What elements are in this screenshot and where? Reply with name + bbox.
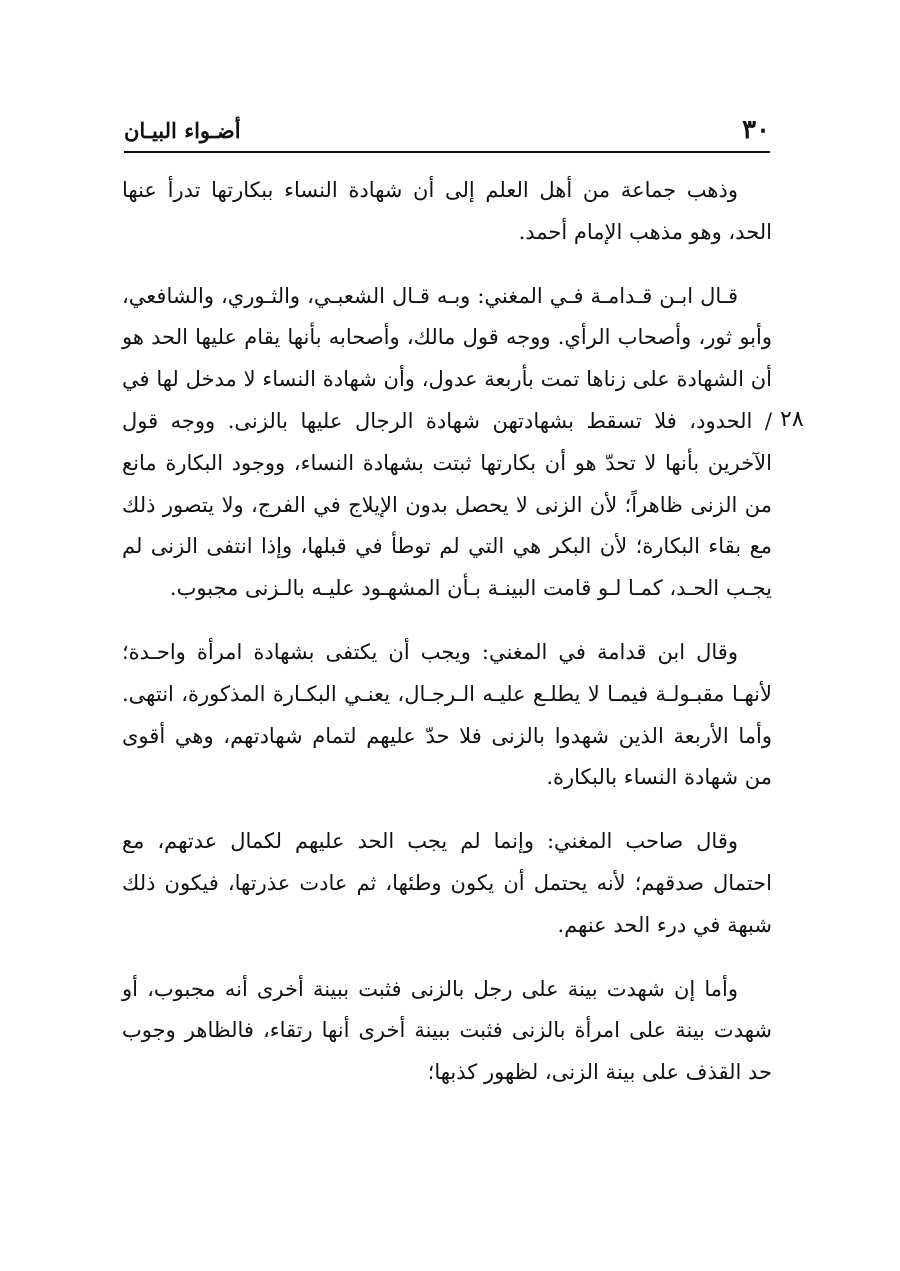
paragraph-5: وأما إن شهدت بينة على رجل بالزنى فثبت ببينة أخرى أنه مجبوب، أو شهدت بينة على امرأة بالزنى فثبت ببينة أخرى أنها رتقاء، فالظاهر وجوب حد القذف على بينة الزنى، لظهور كذبها؛ [122, 976, 772, 1085]
page-number: ٣٠ [742, 115, 770, 145]
margin-page-marker: ٢٨ [780, 407, 804, 432]
paragraph-1: وذهب جماعة من أهل العلم إلى أن شهادة النساء ببكارتها تدرأ عنها الحد، وهو مذهب الإمام أحمد. [122, 178, 772, 244]
body-text [122, 170, 772, 1108]
paragraph-2: قـال ابـن قـدامـة فـي المغني: وبـه قـال الشعبـي، والثـوري، والشافعي، وأبو ثور، وأصحاب الرأي. ووجه قول مالك، وأصحابه بأنها يقام عليها الحد هو أن الشهادة على زناها تمت بأربعة عدول، وأن شهادة النساء لا مدخل لها في / الحدود، فلا تسقط بشهادتهن شهادة الرجال عليها بالزنى. ووجه قول الآخرين بأنها لا تحدّ هو أن بكارتها ثبتت بشهادة النساء، ووجود البكارة مانع من الزنى ظاهراً؛ لأن الزنى لا يحصل بدون الإيلاج في الفرج، ولا يتصور ذلك مع بقاء البكارة؛ لأن البكر هي التي لم توطأ في قبلها، وإذا انتفى الزنى لم يجـب الحـد، كمـا لـو قامت البينـة بـأن المشهـود عليـه بالـزنى مجبوب. [122, 283, 772, 601]
running-title: أضـواء البيـان [124, 118, 241, 143]
page-header [124, 112, 770, 148]
header-rule [124, 151, 770, 153]
paragraph-3: وقال ابن قدامة في المغني: ويجب أن يكتفى بشهادة امرأة واحـدة؛ لأنهـا مقبـولـة فيمـا لا يطلـع عليـه الـرجـال، يعنـي البكـارة المذكورة، انتهى. وأما الأربعة الذين شهدوا بالزنى فلا حدّ عليهم لتمام شهادتهم، وهي أقوى من شهادة النساء بالبكارة. [122, 639, 772, 790]
paragraph-4: وقال صاحب المغني: وإنما لم يجب الحد عليهم لكمال عدتهم، مع احتمال صدقهم؛ لأنه يحتمل أن يكون وطئها، ثم عادت عذرتها، فيكون ذلك شبهة في درء الحد عنهم. [122, 829, 772, 937]
